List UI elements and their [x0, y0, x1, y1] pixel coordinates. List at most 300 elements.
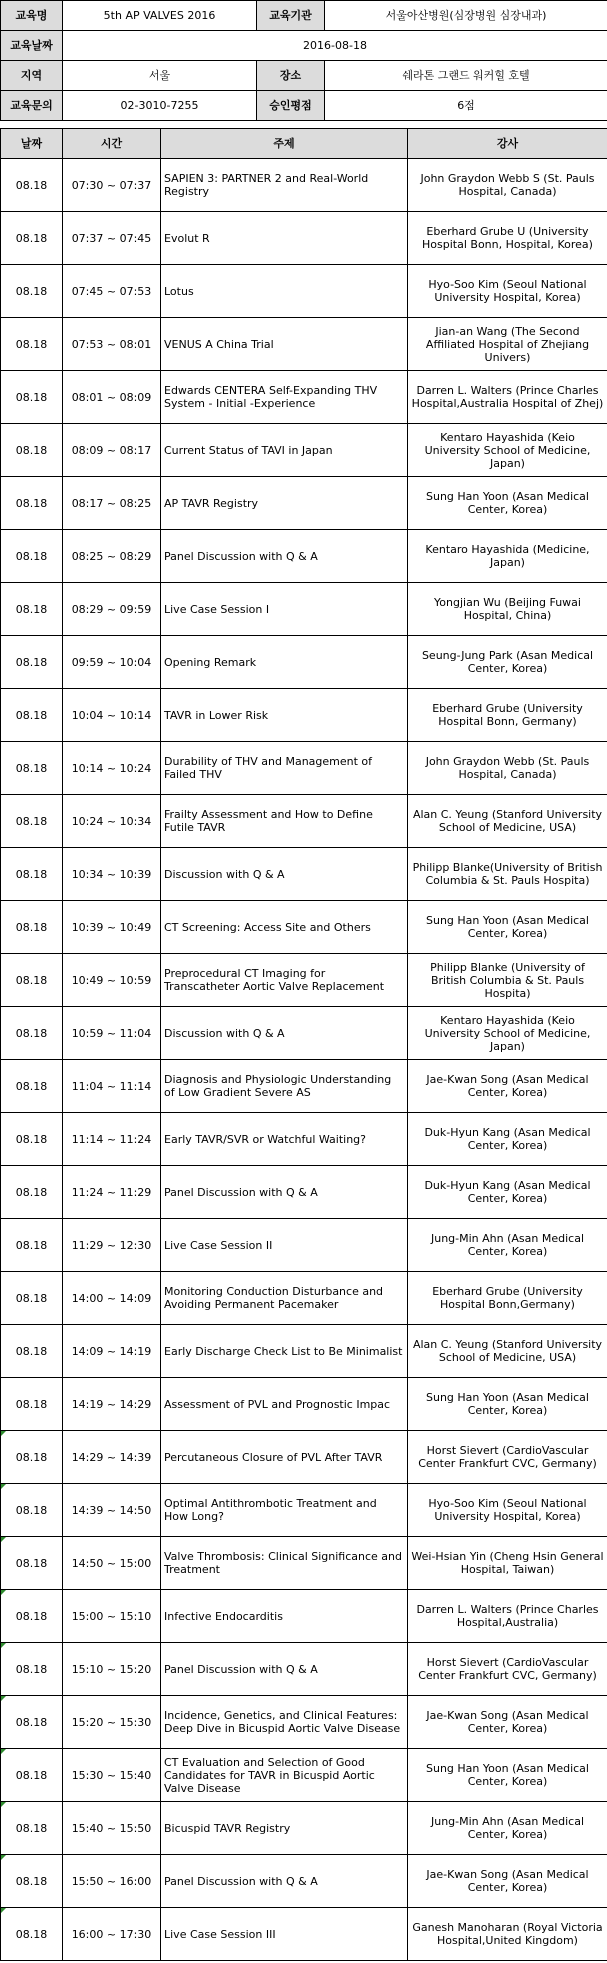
- row-date-text: 08.18: [15, 1927, 48, 1941]
- row-date: [1, 477, 63, 530]
- row-speaker: [408, 1537, 607, 1590]
- row-topic: [161, 583, 408, 636]
- row-topic-text: VENUS A China Trial: [164, 337, 274, 351]
- table-row: [1, 795, 607, 848]
- course-info-table: [0, 0, 607, 121]
- row-topic: [161, 1325, 408, 1378]
- row-topic-text: Durability of THV and Management of Failed THV: [164, 755, 373, 781]
- row-time: [63, 424, 161, 477]
- row-date: [1, 1643, 63, 1696]
- row-date: [1, 1696, 63, 1749]
- row-time-text: 16:00 ~ 17:30: [71, 1927, 152, 1941]
- row-date-text: 08.18: [15, 390, 48, 404]
- row-topic-text: CT Evaluation and Selection of Good Candidates for TAVR in Bicuspid Aortic Valve Disease: [164, 1755, 375, 1795]
- row-date: [1, 1590, 63, 1643]
- row-date-text: 08.18: [15, 1556, 48, 1570]
- schedule-header-row: [1, 129, 607, 159]
- row-topic-text: Bicuspid TAVR Registry: [164, 1821, 291, 1835]
- row-speaker-text: Sung Han Yoon (Asan Medical Center, Korea): [426, 1391, 589, 1417]
- row-time-text: 15:30 ~ 15:40: [71, 1768, 152, 1782]
- row-date: [1, 1378, 63, 1431]
- row-date: [1, 159, 63, 212]
- row-topic-text: Incidence, Genetics, and Clinical Features: Deep Dive in Bicuspid Aortic Valve Disease: [164, 1709, 401, 1735]
- row-date: [1, 1908, 63, 1961]
- row-date: [1, 212, 63, 265]
- row-date: [1, 1166, 63, 1219]
- label-course-place: 장소: [257, 61, 325, 91]
- row-time: [63, 371, 161, 424]
- table-row: [1, 530, 607, 583]
- row-date: [1, 795, 63, 848]
- row-topic-text: Early TAVR/SVR or Watchful Waiting?: [164, 1132, 367, 1146]
- row-topic-text: Live Case Session III: [164, 1927, 276, 1941]
- row-topic: [161, 742, 408, 795]
- table-row: [1, 1855, 607, 1908]
- row-time-text: 09:59 ~ 10:04: [71, 655, 152, 669]
- row-time: [63, 1590, 161, 1643]
- row-date: [1, 424, 63, 477]
- row-date-text: 08.18: [15, 284, 48, 298]
- comment-marker-icon: [1, 1855, 6, 1860]
- row-speaker-text: Seung-Jung Park (Asan Medical Center, Korea): [421, 649, 594, 675]
- row-date: [1, 1007, 63, 1060]
- course-contact: 02-3010-7255: [63, 91, 257, 121]
- row-time: [63, 212, 161, 265]
- row-topic-text: Infective Endocarditis: [164, 1609, 283, 1623]
- row-topic: [161, 1113, 408, 1166]
- row-speaker-text: Kentaro Hayashida (Medicine, Japan): [425, 543, 590, 569]
- row-date-text: 08.18: [15, 1715, 48, 1729]
- row-date-text: 08.18: [15, 1185, 48, 1199]
- row-topic: [161, 477, 408, 530]
- row-time: [63, 1431, 161, 1484]
- row-time-text: 11:14 ~ 11:24: [71, 1132, 152, 1146]
- label-course-org: 교육기관: [257, 1, 325, 31]
- row-date: [1, 1431, 63, 1484]
- row-topic-text: Diagnosis and Physiologic Understanding of Low Gradient Severe AS: [164, 1073, 392, 1099]
- row-time-text: 08:09 ~ 08:17: [71, 443, 152, 457]
- row-speaker: [408, 265, 607, 318]
- row-time: [63, 1537, 161, 1590]
- row-time: [63, 1696, 161, 1749]
- row-topic: [161, 159, 408, 212]
- row-time: [63, 1007, 161, 1060]
- row-topic-text: Assessment of PVL and Prognostic Impac: [164, 1397, 391, 1411]
- row-topic: [161, 1166, 408, 1219]
- row-time-text: 07:45 ~ 07:53: [71, 284, 152, 298]
- row-date-text: 08.18: [15, 1291, 48, 1305]
- row-topic-text: Percutaneous Closure of PVL After TAVR: [164, 1450, 383, 1464]
- row-speaker: [408, 1325, 607, 1378]
- comment-marker-icon: [1, 1908, 6, 1913]
- row-speaker-text: John Graydon Webb (St. Pauls Hospital, Canada): [425, 755, 590, 781]
- table-row: [1, 1007, 607, 1060]
- row-speaker-text: Jae-Kwan Song (Asan Medical Center, Korea): [426, 1709, 589, 1735]
- header-time: 시간: [63, 129, 161, 159]
- label-course-name: 교육명: [1, 1, 63, 31]
- row-speaker-text: Sung Han Yoon (Asan Medical Center, Korea): [426, 1762, 589, 1788]
- row-topic-text: Lotus: [164, 284, 194, 298]
- row-time: [63, 636, 161, 689]
- row-speaker-text: Jung-Min Ahn (Asan Medical Center, Korea): [430, 1232, 585, 1258]
- row-topic: [161, 212, 408, 265]
- row-date-text: 08.18: [15, 708, 48, 722]
- row-topic: [161, 901, 408, 954]
- table-row: [1, 1060, 607, 1113]
- row-date-text: 08.18: [15, 814, 48, 828]
- course-region: 서울: [63, 61, 257, 91]
- row-date-text: 08.18: [15, 1503, 48, 1517]
- row-speaker-text: Kentaro Hayashida (Keio University School of Medicine, Japan): [424, 430, 591, 470]
- row-time: [63, 1219, 161, 1272]
- row-time-text: 15:00 ~ 15:10: [71, 1609, 152, 1623]
- row-topic-text: Live Case Session I: [164, 602, 270, 616]
- table-row: [1, 477, 607, 530]
- table-row: [1, 212, 607, 265]
- row-date-text: 08.18: [15, 443, 48, 457]
- row-time-text: 08:25 ~ 08:29: [71, 549, 152, 563]
- row-speaker: [408, 1590, 607, 1643]
- row-speaker-text: Alan C. Yeung (Stanford University School of Medicine, USA): [412, 1338, 603, 1364]
- table-row: [1, 742, 607, 795]
- row-topic: [161, 636, 408, 689]
- row-topic: [161, 1802, 408, 1855]
- row-time: [63, 1166, 161, 1219]
- table-row: [1, 1272, 607, 1325]
- row-date: [1, 689, 63, 742]
- row-speaker-text: Eberhard Grube (University Hospital Bonn,Germany): [432, 1285, 583, 1311]
- row-speaker: [408, 530, 607, 583]
- row-topic: [161, 954, 408, 1007]
- row-topic: [161, 371, 408, 424]
- row-topic: [161, 795, 408, 848]
- label-course-date: 교육날짜: [1, 31, 63, 61]
- row-topic: [161, 1007, 408, 1060]
- row-time-text: 15:10 ~ 15:20: [71, 1662, 152, 1676]
- row-topic-text: Panel Discussion with Q & A: [164, 1185, 318, 1199]
- row-speaker-text: Wei-Hsian Yin (Cheng Hsin General Hospital, Taiwan): [411, 1550, 604, 1576]
- row-date-text: 08.18: [15, 1609, 48, 1623]
- row-speaker-text: Sung Han Yoon (Asan Medical Center, Korea): [426, 490, 589, 516]
- row-speaker: [408, 424, 607, 477]
- row-topic: [161, 1855, 408, 1908]
- row-topic: [161, 530, 408, 583]
- course-date: 2016-08-18: [63, 31, 607, 61]
- row-date-text: 08.18: [15, 231, 48, 245]
- header-date: 날짜: [1, 129, 63, 159]
- row-time: [63, 795, 161, 848]
- row-time: [63, 1113, 161, 1166]
- row-time-text: 08:17 ~ 08:25: [71, 496, 152, 510]
- row-date-text: 08.18: [15, 178, 48, 192]
- row-speaker: [408, 318, 607, 371]
- info-row-name: [1, 1, 607, 31]
- table-row: [1, 1908, 607, 1961]
- row-date: [1, 265, 63, 318]
- info-row-date: [1, 31, 607, 61]
- row-topic: [161, 1431, 408, 1484]
- row-time: [63, 848, 161, 901]
- row-time: [63, 1325, 161, 1378]
- row-speaker: [408, 1749, 607, 1802]
- schedule-table: [0, 128, 607, 1961]
- table-row: [1, 1219, 607, 1272]
- row-speaker: [408, 1802, 607, 1855]
- row-topic: [161, 1643, 408, 1696]
- row-time-text: 10:59 ~ 11:04: [71, 1026, 152, 1040]
- row-time-text: 07:53 ~ 08:01: [71, 337, 152, 351]
- table-row: [1, 424, 607, 477]
- row-time-text: 08:01 ~ 08:09: [71, 390, 152, 404]
- row-speaker: [408, 477, 607, 530]
- row-topic-text: Optimal Antithrombotic Treatment and How Long?: [164, 1497, 377, 1523]
- row-time: [63, 1643, 161, 1696]
- row-date-text: 08.18: [15, 1132, 48, 1146]
- row-speaker-text: Jung-Min Ahn (Asan Medical Center, Korea): [430, 1815, 585, 1841]
- row-time-text: 15:40 ~ 15:50: [71, 1821, 152, 1835]
- info-row-region: [1, 61, 607, 91]
- table-row: [1, 1537, 607, 1590]
- row-date: [1, 583, 63, 636]
- row-time-text: 14:19 ~ 14:29: [71, 1397, 152, 1411]
- row-topic: [161, 265, 408, 318]
- row-time-text: 10:34 ~ 10:39: [71, 867, 152, 881]
- row-time-text: 11:29 ~ 12:30: [71, 1238, 152, 1252]
- row-topic-text: Live Case Session II: [164, 1238, 273, 1252]
- table-row: [1, 1166, 607, 1219]
- table-row: [1, 1590, 607, 1643]
- row-date: [1, 530, 63, 583]
- row-time: [63, 742, 161, 795]
- row-topic-text: Current Status of TAVI in Japan: [164, 443, 333, 457]
- row-date-text: 08.18: [15, 761, 48, 775]
- row-time-text: 10:49 ~ 10:59: [71, 973, 152, 987]
- row-topic-text: Evolut R: [164, 231, 210, 245]
- row-date: [1, 1219, 63, 1272]
- row-date-text: 08.18: [15, 867, 48, 881]
- row-time: [63, 477, 161, 530]
- row-time-text: 10:04 ~ 10:14: [71, 708, 152, 722]
- row-time-text: 15:50 ~ 16:00: [71, 1874, 152, 1888]
- label-course-contact: 교육문의: [1, 91, 63, 121]
- row-speaker: [408, 1908, 607, 1961]
- row-speaker: [408, 1272, 607, 1325]
- course-name: 5th AP VALVES 2016: [63, 1, 257, 31]
- table-row: [1, 318, 607, 371]
- row-speaker: [408, 1166, 607, 1219]
- row-time: [63, 689, 161, 742]
- row-speaker-text: John Graydon Webb S (St. Pauls Hospital, Canada): [420, 172, 595, 198]
- comment-marker-icon: [1, 1590, 6, 1595]
- table-row: [1, 583, 607, 636]
- row-speaker-text: Kentaro Hayashida (Keio University School of Medicine, Japan): [424, 1013, 591, 1053]
- table-row: [1, 689, 607, 742]
- schedule-body: [1, 159, 607, 1961]
- row-topic-text: Preprocedural CT Imaging for Transcatheter Aortic Valve Replacement: [164, 967, 385, 993]
- row-speaker-text: Duk-Hyun Kang (Asan Medical Center, Korea): [424, 1126, 591, 1152]
- row-speaker: [408, 1431, 607, 1484]
- row-speaker: [408, 371, 607, 424]
- row-date-text: 08.18: [15, 549, 48, 563]
- row-topic-text: TAVR in Lower Risk: [164, 708, 269, 722]
- row-time-text: 14:29 ~ 14:39: [71, 1450, 152, 1464]
- row-time-text: 14:39 ~ 14:50: [71, 1503, 152, 1517]
- row-time: [63, 1378, 161, 1431]
- row-topic-text: Panel Discussion with Q & A: [164, 1662, 318, 1676]
- row-date-text: 08.18: [15, 973, 48, 987]
- row-date: [1, 1855, 63, 1908]
- row-speaker-text: Eberhard Grube (University Hospital Bonn, Germany): [432, 702, 583, 728]
- row-speaker: [408, 583, 607, 636]
- row-time: [63, 1908, 161, 1961]
- row-date: [1, 1749, 63, 1802]
- row-speaker: [408, 954, 607, 1007]
- row-time: [63, 583, 161, 636]
- row-speaker: [408, 1484, 607, 1537]
- row-topic: [161, 1272, 408, 1325]
- table-row: [1, 265, 607, 318]
- row-speaker-text: Alan C. Yeung (Stanford University School of Medicine, USA): [412, 808, 603, 834]
- row-date-text: 08.18: [15, 1238, 48, 1252]
- table-row: [1, 1431, 607, 1484]
- row-date-text: 08.18: [15, 1768, 48, 1782]
- row-speaker: [408, 636, 607, 689]
- row-time: [63, 265, 161, 318]
- row-time: [63, 159, 161, 212]
- row-date-text: 08.18: [15, 1026, 48, 1040]
- row-speaker-text: Darren L. Walters (Prince Charles Hospital,Australia Hospital of Zhej): [411, 384, 604, 410]
- row-date: [1, 1272, 63, 1325]
- comment-marker-icon: [1, 1749, 6, 1754]
- row-speaker: [408, 1060, 607, 1113]
- row-topic: [161, 1696, 408, 1749]
- row-speaker: [408, 159, 607, 212]
- table-row: [1, 159, 607, 212]
- header-speaker: 강사: [408, 129, 607, 159]
- row-date-text: 08.18: [15, 496, 48, 510]
- table-row: [1, 1325, 607, 1378]
- row-speaker: [408, 212, 607, 265]
- table-row: [1, 1378, 607, 1431]
- row-speaker-text: Philipp Blanke (University of British Columbia & St. Pauls Hospita): [430, 960, 585, 1000]
- row-time: [63, 1855, 161, 1908]
- row-date: [1, 742, 63, 795]
- row-topic: [161, 318, 408, 371]
- row-speaker-text: Philipp Blanke(University of British Columbia & St. Pauls Hospita): [412, 861, 603, 887]
- row-date: [1, 901, 63, 954]
- row-date: [1, 371, 63, 424]
- row-date-text: 08.18: [15, 1344, 48, 1358]
- label-course-points: 승인평점: [257, 91, 325, 121]
- row-time-text: 08:29 ~ 09:59: [71, 602, 152, 616]
- row-time-text: 11:24 ~ 11:29: [71, 1185, 152, 1199]
- comment-marker-icon: [1, 1431, 6, 1436]
- row-topic: [161, 1378, 408, 1431]
- row-date: [1, 954, 63, 1007]
- row-date-text: 08.18: [15, 1397, 48, 1411]
- row-speaker-text: Hyo-Soo Kim (Seoul National University Hospital, Korea): [428, 1497, 587, 1523]
- row-time-text: 15:20 ~ 15:30: [71, 1715, 152, 1729]
- comment-marker-icon: [1, 1802, 6, 1807]
- table-row: [1, 848, 607, 901]
- row-speaker: [408, 795, 607, 848]
- row-speaker-text: Jae-Kwan Song (Asan Medical Center, Korea): [426, 1073, 589, 1099]
- table-row: [1, 1643, 607, 1696]
- row-time: [63, 530, 161, 583]
- row-speaker-text: Duk-Hyun Kang (Asan Medical Center, Korea): [424, 1179, 591, 1205]
- table-row: [1, 1484, 607, 1537]
- course-place: 쉐라톤 그랜드 워커힐 호텔: [325, 61, 607, 91]
- row-date-text: 08.18: [15, 1821, 48, 1835]
- row-speaker: [408, 848, 607, 901]
- row-topic-text: Opening Remark: [164, 655, 257, 669]
- row-topic-text: Monitoring Conduction Disturbance and Avoiding Permanent Pacemaker: [164, 1285, 384, 1311]
- row-speaker: [408, 1643, 607, 1696]
- row-time-text: 11:04 ~ 11:14: [71, 1079, 152, 1093]
- header-topic: 주제: [161, 129, 408, 159]
- table-row: [1, 371, 607, 424]
- row-time: [63, 1060, 161, 1113]
- table-row: [1, 1696, 607, 1749]
- row-date: [1, 636, 63, 689]
- course-points: 6점: [325, 91, 607, 121]
- row-speaker: [408, 1855, 607, 1908]
- row-time: [63, 901, 161, 954]
- row-date: [1, 318, 63, 371]
- row-date: [1, 1537, 63, 1590]
- row-speaker-text: Jae-Kwan Song (Asan Medical Center, Korea): [426, 1868, 589, 1894]
- row-topic-text: Discussion with Q & A: [164, 1026, 285, 1040]
- row-time-text: 10:14 ~ 10:24: [71, 761, 152, 775]
- row-speaker-text: Yongjian Wu (Beijing Fuwai Hospital, China): [434, 596, 581, 622]
- row-topic-text: CT Screening: Access Site and Others: [164, 920, 371, 934]
- row-topic: [161, 1590, 408, 1643]
- table-row: [1, 901, 607, 954]
- row-date: [1, 1802, 63, 1855]
- row-topic-text: Panel Discussion with Q & A: [164, 549, 318, 563]
- label-course-region: 지역: [1, 61, 63, 91]
- row-date-text: 08.18: [15, 602, 48, 616]
- row-date-text: 08.18: [15, 1079, 48, 1093]
- row-topic: [161, 424, 408, 477]
- row-time: [63, 1484, 161, 1537]
- comment-marker-icon: [1, 1537, 6, 1542]
- table-row: [1, 954, 607, 1007]
- row-speaker: [408, 901, 607, 954]
- row-speaker: [408, 1378, 607, 1431]
- row-speaker-text: Horst Sievert (CardioVascular Center Frankfurt CVC, Germany): [418, 1656, 597, 1682]
- row-topic: [161, 1484, 408, 1537]
- row-topic-text: Early Discharge Check List to Be Minimalist: [164, 1344, 403, 1358]
- row-date: [1, 1060, 63, 1113]
- row-speaker-text: Sung Han Yoon (Asan Medical Center, Korea): [426, 914, 589, 940]
- info-row-contact: [1, 91, 607, 121]
- row-date: [1, 848, 63, 901]
- row-topic-text: Edwards CENTERA Self-Expanding THV System - Initial -Experience: [164, 384, 378, 410]
- row-topic-text: SAPIEN 3: PARTNER 2 and Real-World Registry: [164, 172, 369, 198]
- comment-marker-icon: [1, 1696, 6, 1701]
- row-topic-text: Panel Discussion with Q & A: [164, 1874, 318, 1888]
- row-speaker-text: Darren L. Walters (Prince Charles Hospital,Australia): [416, 1603, 599, 1629]
- row-speaker-text: Ganesh Manoharan (Royal Victoria Hospital,United Kingdom): [412, 1921, 603, 1947]
- comment-marker-icon: [1, 1484, 6, 1489]
- row-date-text: 08.18: [15, 337, 48, 351]
- row-topic: [161, 1537, 408, 1590]
- row-time-text: 10:39 ~ 10:49: [71, 920, 152, 934]
- row-topic: [161, 848, 408, 901]
- row-speaker: [408, 742, 607, 795]
- row-time: [63, 1272, 161, 1325]
